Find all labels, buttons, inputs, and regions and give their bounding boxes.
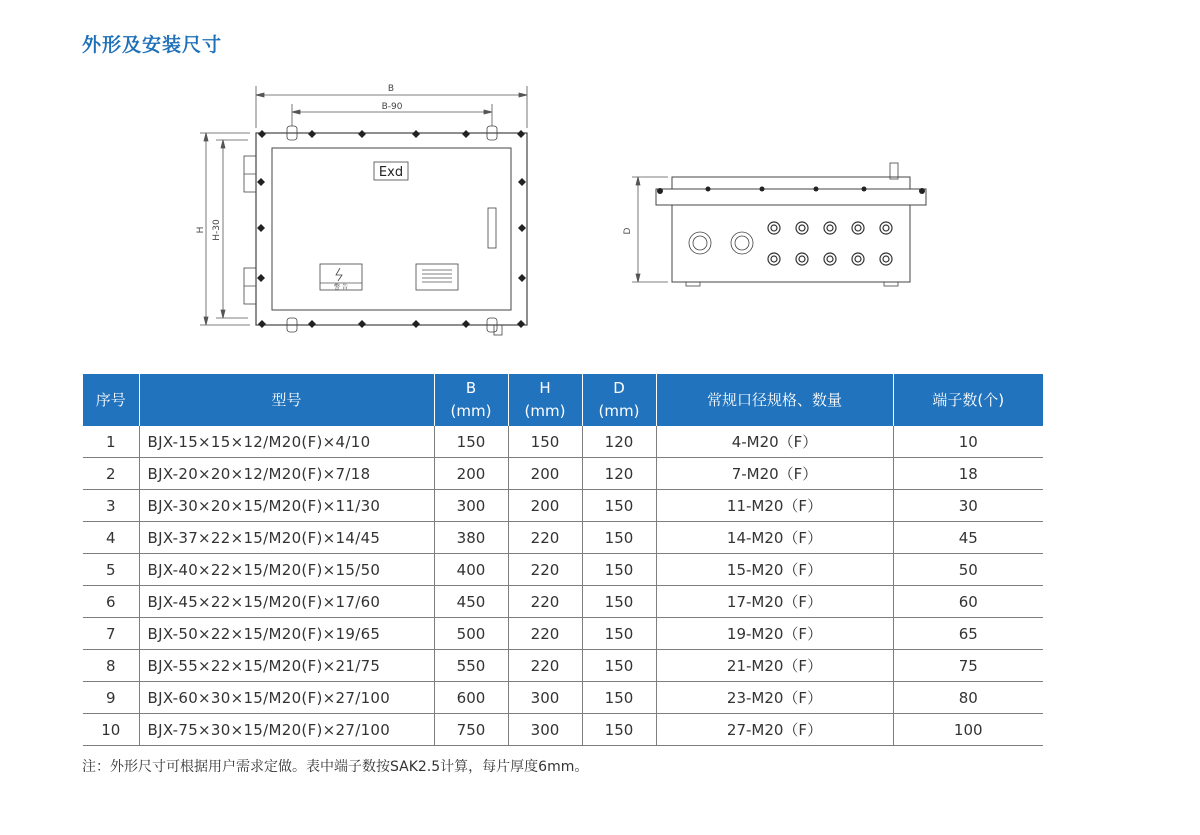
header-b-name: B [465,379,477,397]
cell-model: BJX-60×30×15/M20(F)×27/100 [139,682,434,714]
cell-d: 150 [582,650,656,682]
header-d [582,374,656,426]
cell-ports: 15-M20（F） [656,554,893,586]
table-row [83,586,1043,618]
header-seq: 序号 [83,374,139,426]
cell-h: 220 [508,618,582,650]
cell-terminals: 60 [893,586,1043,618]
table-row [83,682,1043,714]
table-row [83,426,1043,458]
cell-ports: 17-M20（F） [656,586,893,618]
dim-h-label: H [196,226,206,234]
cell-model: BJX-37×22×15/M20(F)×14/45 [139,522,434,554]
cell-h: 220 [508,522,582,554]
cell-d: 150 [582,554,656,586]
cell-d: 150 [582,586,656,618]
cell-b: 500 [434,618,508,650]
cell-ports: 27-M20（F） [656,714,893,746]
exd-label: Exd [378,165,404,180]
header-b-unit: (mm) [450,402,492,420]
table-row [83,618,1043,650]
cell-seq: 6 [83,586,139,618]
cell-model: BJX-20×20×12/M20(F)×7/18 [139,458,434,490]
cell-model: BJX-55×22×15/M20(F)×21/75 [139,650,434,682]
header-d-name: D [613,379,625,397]
dim-b-label: B [387,84,395,94]
cell-model: BJX-30×20×15/M20(F)×11/30 [139,490,434,522]
cell-h: 220 [508,650,582,682]
cell-d: 150 [582,714,656,746]
cell-d: 120 [582,458,656,490]
cell-seq: 5 [83,554,139,586]
cell-seq: 4 [83,522,139,554]
header-h-unit: (mm) [524,402,566,420]
cell-b: 750 [434,714,508,746]
table-row [83,650,1043,682]
cell-b: 150 [434,426,508,458]
table-row [83,458,1043,490]
cell-ports: 14-M20（F） [656,522,893,554]
spec-table [83,374,1043,746]
cell-b: 550 [434,650,508,682]
cell-b: 200 [434,458,508,490]
table-row [83,714,1043,746]
front-view-drawing [190,78,540,348]
cell-h: 220 [508,554,582,586]
cell-d: 150 [582,522,656,554]
cell-terminals: 10 [893,426,1043,458]
cell-ports: 7-M20（F） [656,458,893,490]
cell-d: 150 [582,682,656,714]
cell-b: 600 [434,682,508,714]
cell-terminals: 75 [893,650,1043,682]
cell-model: BJX-50×22×15/M20(F)×19/65 [139,618,434,650]
cell-terminals: 65 [893,618,1043,650]
cell-model: BJX-40×22×15/M20(F)×15/50 [139,554,434,586]
table-header-row [83,374,1043,426]
cell-ports: 4-M20（F） [656,426,893,458]
cell-ports: 11-M20（F） [656,490,893,522]
header-model: 型号 [139,374,434,426]
cell-seq: 1 [83,426,139,458]
cell-b: 400 [434,554,508,586]
cell-seq: 3 [83,490,139,522]
cell-b: 380 [434,522,508,554]
cell-h: 150 [508,426,582,458]
cell-terminals: 50 [893,554,1043,586]
cell-seq: 10 [83,714,139,746]
cell-d: 150 [582,618,656,650]
table-row [83,522,1043,554]
header-h-name: H [539,379,551,397]
cell-h: 200 [508,458,582,490]
cell-model: BJX-15×15×12/M20(F)×4/10 [139,426,434,458]
cell-h: 200 [508,490,582,522]
cell-h: 300 [508,714,582,746]
cell-terminals: 30 [893,490,1043,522]
cell-h: 300 [508,682,582,714]
cell-model: BJX-45×22×15/M20(F)×17/60 [139,586,434,618]
table-row [83,554,1043,586]
side-view-drawing [612,155,942,295]
cell-seq: 2 [83,458,139,490]
header-terminals: 端子数(个) [893,374,1043,426]
cell-seq: 9 [83,682,139,714]
header-h [508,374,582,426]
page-title: 外形及安装尺寸 [82,34,223,56]
header-ports: 常规口径规格、数量 [656,374,893,426]
warning-label: 警 告 [334,284,348,291]
cell-h: 220 [508,586,582,618]
cell-b: 300 [434,490,508,522]
dim-h30-label: H-30 [212,219,222,241]
cell-ports: 23-M20（F） [656,682,893,714]
cell-seq: 8 [83,650,139,682]
cell-ports: 21-M20（F） [656,650,893,682]
cell-terminals: 18 [893,458,1043,490]
cell-d: 150 [582,490,656,522]
cell-terminals: 80 [893,682,1043,714]
dim-d-label: D [623,227,633,235]
footnote: 注：外形尺寸可根据用户需求定做。表中端子数按SAK2.5计算，每片厚度6mm。 [82,759,589,775]
table-row [83,490,1043,522]
cell-b: 450 [434,586,508,618]
cell-d: 120 [582,426,656,458]
header-d-unit: (mm) [598,402,640,420]
header-b [434,374,508,426]
cell-seq: 7 [83,618,139,650]
cell-ports: 19-M20（F） [656,618,893,650]
cell-terminals: 100 [893,714,1043,746]
cell-terminals: 45 [893,522,1043,554]
dim-b90-label: B-90 [381,102,403,112]
cell-model: BJX-75×30×15/M20(F)×27/100 [139,714,434,746]
